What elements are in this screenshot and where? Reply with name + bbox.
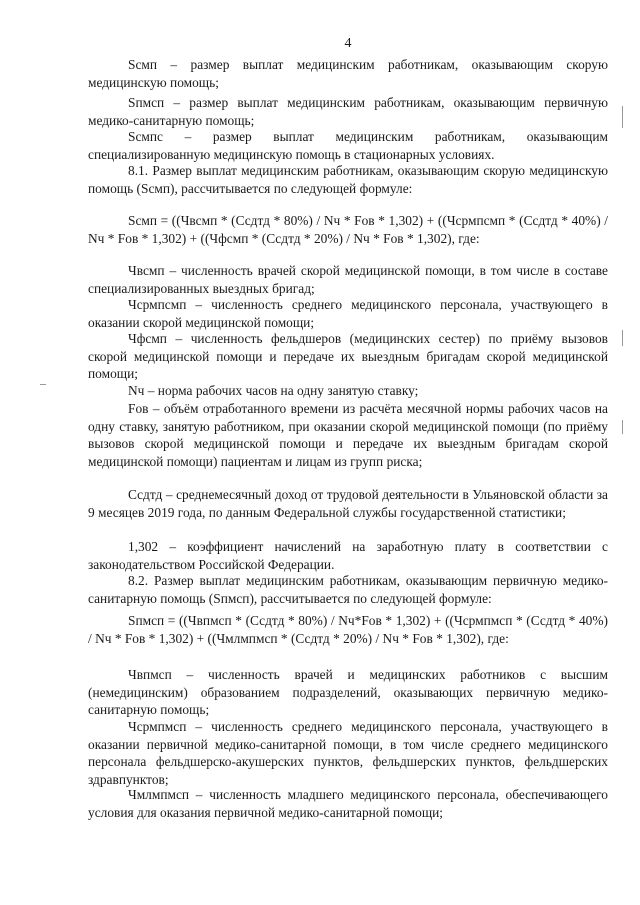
paragraph: Чсрмпмсп – численность среднего медицинского персонала, участвующего в оказании первичной медико-санитарной помощи, в том числе среднего медицинского персонала фельдшерско-акушерских пунктов, фельдшерских пунктов, фельдшерских здравпунктов; (88, 719, 608, 787)
scan-mark (40, 384, 46, 385)
paragraph: Ссдтд – среднемесячный доход от трудовой деятельности в Ульяновской области за 9 месяцев 2019 года, по данным Федеральной службы государственной статистики; (88, 487, 608, 520)
paragraph: Sпмсп – размер выплат медицинским работникам, оказывающим первичную медико-санитарную помощь; (88, 95, 608, 128)
paragraph: Чвсмп – численность врачей скорой медицинской помощи, в том числе в составе специализированных выездных бригад; (88, 263, 608, 296)
paragraph: Sсмп – размер выплат медицинским работникам, оказывающим скорую медицинскую помощь; (88, 57, 608, 90)
paragraph: Sсмпс – размер выплат медицинским работникам, оказывающим специализированную медицинскую помощь в стационарных условиях. (88, 129, 608, 162)
scan-mark (622, 330, 623, 346)
paragraph: 8.2. Размер выплат медицинским работникам, оказывающим первичную медико-санитарную помощь (Sпмсп), рассчитывается по следующей формуле: (88, 573, 608, 606)
paragraph: Чмлмпмсп – численность младшего медицинского персонала, обеспечивающего условия для оказания первичной медико-санитарной помощи; (88, 787, 608, 820)
paragraph: Sсмп = ((Чвсмп * (Ссдтд * 80%) / Nч * Fов * 1,302) + ((Чсрмпсмп * (Сcдтд * 40%) / Nч * Fов * 1,302) + ((Чфсмп * (Ссдтд * 20%) / Nч * Fов * 1,302), где: (88, 213, 608, 246)
paragraph: Sпмсп = ((Чвпмсп * (Ссдтд * 80%) / Nч*Fов * 1,302) + ((Чсрмпмсп * (Ссдтд * 40%) / Nч * Fов * 1,302) + ((Чмлмпмсп * (Ссдтд * 20%) / Nч * Fов * 1,302), где: (88, 613, 608, 646)
paragraph: Чфсмп – численность фельдшеров (медицинских сестер) по приёму вызовов скорой медицинской помощи и передаче их выездным бригадам скорой медицинской помощи; (88, 331, 608, 382)
scan-mark (622, 420, 623, 434)
paragraph: 1,302 – коэффициент начислений на заработную плату в соответствии с законодательством Российской Федерации. (88, 539, 608, 572)
paragraph: Nч – норма рабочих часов на одну занятую ставку; (128, 383, 419, 398)
paragraph: Чвпмсп – численность врачей и медицинских работников с высшим (немедицинским) образованием подразделений, оказывающих первичную медико-санитарную помощь; (88, 667, 608, 718)
page-number: 4 (344, 36, 352, 51)
paragraph: Чсрмпсмп – численность среднего медицинского персонала, участвующего в оказании скорой медицинской помощи; (88, 297, 608, 330)
paragraph: 8.1. Размер выплат медицинским работникам, оказывающим скорую медицинскую помощь (Sсмп), рассчитывается по следующей формуле: (88, 163, 608, 196)
paragraph: Fов – объём отработанного времени из расчёта месячной нормы рабочих часов на одну ставку, занятую работником, при оказании скорой медицинской помощи (по приёму вызовов скорой медицинской помощи и передаче их выездным бригадам скорой медицинской помощи) пациентам и лицам из групп риска; (88, 401, 608, 469)
scan-mark (622, 106, 623, 128)
